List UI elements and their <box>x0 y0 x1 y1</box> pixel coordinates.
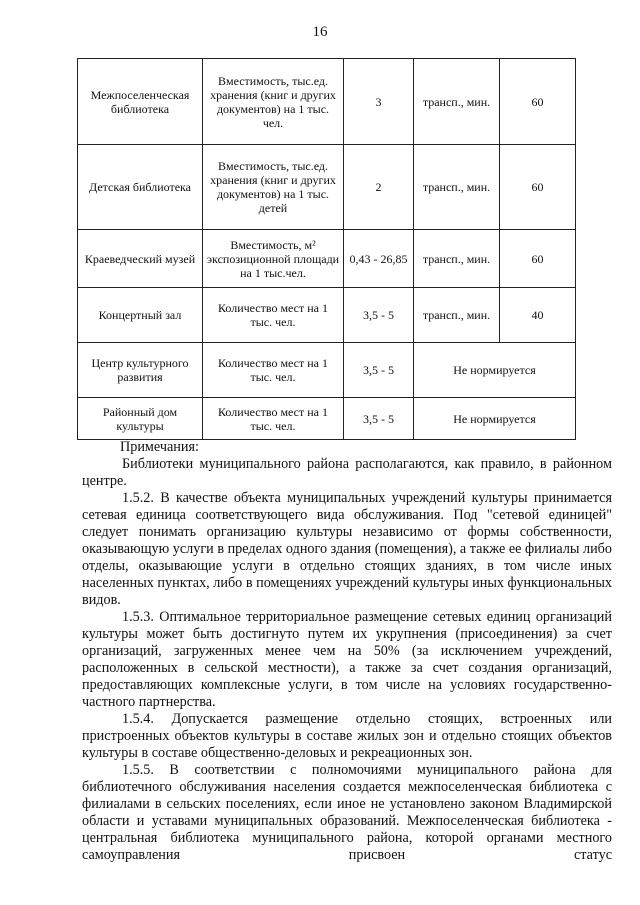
not-regulated-cell: Не нормируется <box>414 343 576 398</box>
paragraph-1-5-5: 1.5.5. В соответствии с полномочиями муниципального района для библиотечного обслуживания населения создается межпоселенческая библиотека с филиалами в сельских поселениях, если иное не установлено законом Владимирской области и уставами муниципальных образований. Межпоселенческая библиотека - центральная библиотека муниципального района, которой органами местного самоуправления присвоен статус <box>82 762 612 863</box>
value-cell: 3,5 - 5 <box>344 288 414 343</box>
table-row <box>78 343 576 398</box>
table-row <box>78 59 576 145</box>
accessibility-unit-cell: трансп., мин. <box>414 288 500 343</box>
accessibility-value-cell: 40 <box>500 288 576 343</box>
accessibility-unit-cell: трансп., мин. <box>414 59 500 145</box>
table-row <box>78 230 576 288</box>
facility-name-cell: Концертный зал <box>78 288 203 343</box>
accessibility-value-cell: 60 <box>500 230 576 288</box>
facility-name-cell: Межпоселенческая библиотека <box>78 59 203 145</box>
table-row <box>78 145 576 230</box>
facility-name-cell: Детская библиотека <box>78 145 203 230</box>
accessibility-unit-cell: трансп., мин. <box>414 230 500 288</box>
parameter-cell: Количество мест на 1 тыс. чел. <box>203 398 344 440</box>
value-cell: 2 <box>344 145 414 230</box>
facility-name-cell: Краеведческий музей <box>78 230 203 288</box>
page-number: 16 <box>312 24 328 40</box>
culture-norms-table <box>77 58 576 440</box>
parameter-cell: Количество мест на 1 тыс. чел. <box>203 343 344 398</box>
accessibility-value-cell: 60 <box>500 145 576 230</box>
parameter-cell: Вместимость, м² экспозиционной площади на 1 тыс.чел. <box>203 230 344 288</box>
value-cell: 3,5 - 5 <box>344 343 414 398</box>
value-cell: 3 <box>344 59 414 145</box>
value-cell: 3,5 - 5 <box>344 398 414 440</box>
facility-name-cell: Центр культурного развития <box>78 343 203 398</box>
notes-paragraph: Библиотеки муниципального района располагаются, как правило, в районном центре. <box>82 456 612 489</box>
paragraph-1-5-2: 1.5.2. В качестве объекта муниципальных учреждений культуры принимается сетевая единица соответствующего вида обслуживания. Под "сетевой единицей" следует понимать организацию культуры независимо от формы собственности, оказывающую услуги в пределах одного здания (помещения), а также ее филиалы либо отделы, оказывающие услуги в отдельно стоящих зданиях, в том числе иных населенных пунктах, либо в помещениях учреждений культуры иных функциональных видов. <box>82 490 612 608</box>
paragraph-1-5-3: 1.5.3. Оптимальное территориальное размещение сетевых единиц организаций культуры может быть достигнуто путем их укрупнения (присоединения) за счет организаций, загруженных менее чем на 50% (за исключением учреждений, расположенных в сельской местности), а также за счет создания организаций, предоставляющих комплексные услуги, в том числе на условиях государственно-частного партнерства. <box>82 609 612 710</box>
accessibility-unit-cell: трансп., мин. <box>414 145 500 230</box>
parameter-cell: Количество мест на 1 тыс. чел. <box>203 288 344 343</box>
table-row <box>78 398 576 440</box>
notes-title: Примечания: <box>120 439 199 455</box>
parameter-cell: Вместимость, тыс.ед. хранения (книг и других документов) на 1 тыс. чел. <box>203 59 344 145</box>
paragraph-1-5-4: 1.5.4. Допускается размещение отдельно стоящих, встроенных или пристроенных объектов культуры в составе жилых зон и отдельно стоящих объектов культуры в составе общественно-деловых и рекреационных зон. <box>82 711 612 761</box>
table-row <box>78 288 576 343</box>
facility-name-cell: Районный дом культуры <box>78 398 203 440</box>
accessibility-value-cell: 60 <box>500 59 576 145</box>
parameter-cell: Вместимость, тыс.ед. хранения (книг и других документов) на 1 тыс. детей <box>203 145 344 230</box>
not-regulated-cell: Не нормируется <box>414 398 576 440</box>
value-cell: 0,43 - 26,85 <box>344 230 414 288</box>
body-text <box>82 439 612 864</box>
